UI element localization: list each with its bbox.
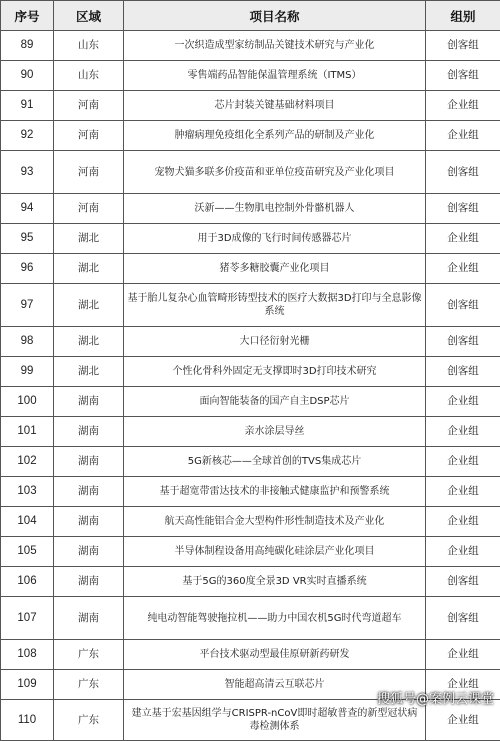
row-group: 企业组 — [426, 224, 500, 254]
row-project-name: 宠物犬猫多联多价疫苗和亚单位疫苗研究及产业化项目 — [124, 151, 426, 194]
row-region: 湖南 — [54, 447, 124, 477]
row-project-name: 个性化骨科外固定无支撑即时3D打印技术研究 — [124, 357, 426, 387]
table-row — [1, 537, 500, 567]
row-project-name: 肿瘤病理免疫组化全系列产品的研制及产业化 — [124, 121, 426, 151]
row-region: 河南 — [54, 151, 124, 194]
row-project-name: 5G新核芯——全球首创的TVS集成芯片 — [124, 447, 426, 477]
row-number: 101 — [1, 417, 54, 447]
row-number: 94 — [1, 194, 54, 224]
row-region: 广东 — [54, 640, 124, 670]
row-group: 企业组 — [426, 537, 500, 567]
row-group: 创客组 — [426, 151, 500, 194]
row-region: 湖北 — [54, 327, 124, 357]
row-project-name: 纯电动智能驾驶拖拉机——助力中国农机5G时代弯道超车 — [124, 597, 426, 640]
row-group: 创客组 — [426, 31, 500, 61]
row-project-name: 猪苓多糖胶囊产业化项目 — [124, 254, 426, 284]
header-group: 组别 — [426, 1, 500, 31]
row-number: 110 — [1, 700, 54, 741]
table-row — [1, 121, 500, 151]
table-row — [1, 597, 500, 640]
row-group: 企业组 — [426, 640, 500, 670]
row-number: 109 — [1, 670, 54, 700]
row-region: 河南 — [54, 91, 124, 121]
watermark-text: 搜狐号@案例云课堂 — [377, 688, 494, 707]
header-row — [1, 1, 500, 31]
row-number: 102 — [1, 447, 54, 477]
row-number: 99 — [1, 357, 54, 387]
row-project-name: 基于胎儿复杂心血管畸形铸型技术的医疗大数据3D打印与全息影像系统 — [124, 284, 426, 327]
table-row — [1, 640, 500, 670]
row-group: 创客组 — [426, 327, 500, 357]
row-project-name: 亲水涂层导丝 — [124, 417, 426, 447]
row-group: 企业组 — [426, 417, 500, 447]
header-name: 项目名称 — [124, 1, 426, 31]
table-row — [1, 61, 500, 91]
row-number: 95 — [1, 224, 54, 254]
table-row — [1, 254, 500, 284]
table-row — [1, 567, 500, 597]
table-row — [1, 447, 500, 477]
row-group: 企业组 — [426, 700, 500, 741]
row-group: 创客组 — [426, 284, 500, 327]
row-number: 98 — [1, 327, 54, 357]
row-project-name: 智能超高清云互联芯片 — [124, 670, 426, 700]
row-group: 企业组 — [426, 91, 500, 121]
row-group: 企业组 — [426, 387, 500, 417]
row-project-name: 基于5G的360度全景3D VR实时直播系统 — [124, 567, 426, 597]
table-row — [1, 477, 500, 507]
header-no: 序号 — [1, 1, 54, 31]
row-number: 91 — [1, 91, 54, 121]
row-region: 湖南 — [54, 417, 124, 447]
row-project-name: 一次织造成型家纺制品关键技术研究与产业化 — [124, 31, 426, 61]
table-row — [1, 387, 500, 417]
table-row — [1, 151, 500, 194]
row-group: 企业组 — [426, 507, 500, 537]
row-region: 湖南 — [54, 477, 124, 507]
row-project-name: 航天高性能铝合金大型构件形性制造技术及产业化 — [124, 507, 426, 537]
row-project-name: 零售端药品智能保温管理系统（ITMS） — [124, 61, 426, 91]
row-region: 湖北 — [54, 224, 124, 254]
row-number: 108 — [1, 640, 54, 670]
row-group: 创客组 — [426, 61, 500, 91]
row-project-name: 基于超宽带雷达技术的非接触式健康监护和预警系统 — [124, 477, 426, 507]
row-group: 企业组 — [426, 670, 500, 700]
row-number: 100 — [1, 387, 54, 417]
table-row — [1, 357, 500, 387]
row-region: 广东 — [54, 670, 124, 700]
row-region: 山东 — [54, 31, 124, 61]
row-project-name: 沃新——生物肌电控制外骨骼机器人 — [124, 194, 426, 224]
row-project-name: 平台技术驱动型最佳原研新药研发 — [124, 640, 426, 670]
row-number: 97 — [1, 284, 54, 327]
row-project-name: 建立基于宏基因组学与CRISPR-nCoV即时超敏普查的新型冠状病毒检测体系 — [124, 700, 426, 741]
row-group: 企业组 — [426, 447, 500, 477]
table-body — [1, 31, 500, 741]
row-group: 创客组 — [426, 567, 500, 597]
row-number: 104 — [1, 507, 54, 537]
row-region: 湖南 — [54, 597, 124, 640]
row-project-name: 半导体制程设备用高纯碳化硅涂层产业化项目 — [124, 537, 426, 567]
row-region: 湖北 — [54, 357, 124, 387]
row-number: 96 — [1, 254, 54, 284]
table-row — [1, 417, 500, 447]
row-number: 107 — [1, 597, 54, 640]
row-group: 企业组 — [426, 477, 500, 507]
row-region: 湖南 — [54, 387, 124, 417]
row-region: 河南 — [54, 194, 124, 224]
table-row — [1, 284, 500, 327]
header-region: 区域 — [54, 1, 124, 31]
row-number: 105 — [1, 537, 54, 567]
table-row — [1, 507, 500, 537]
row-region: 山东 — [54, 61, 124, 91]
table-row — [1, 31, 500, 61]
row-number: 89 — [1, 31, 54, 61]
row-project-name: 用于3D成像的飞行时间传感器芯片 — [124, 224, 426, 254]
row-project-name: 大口径衍射光栅 — [124, 327, 426, 357]
row-region: 湖北 — [54, 254, 124, 284]
row-number: 103 — [1, 477, 54, 507]
row-group: 创客组 — [426, 194, 500, 224]
row-region: 湖南 — [54, 507, 124, 537]
row-group: 创客组 — [426, 357, 500, 387]
table-row — [1, 327, 500, 357]
row-group: 企业组 — [426, 254, 500, 284]
table-row — [1, 91, 500, 121]
row-region: 湖北 — [54, 284, 124, 327]
row-region: 河南 — [54, 121, 124, 151]
table-row — [1, 194, 500, 224]
row-number: 90 — [1, 61, 54, 91]
row-number: 93 — [1, 151, 54, 194]
row-region: 湖南 — [54, 567, 124, 597]
row-number: 92 — [1, 121, 54, 151]
row-region: 广东 — [54, 700, 124, 741]
row-number: 106 — [1, 567, 54, 597]
row-group: 创客组 — [426, 597, 500, 640]
row-region: 湖南 — [54, 537, 124, 567]
table-row — [1, 224, 500, 254]
row-project-name: 面向智能装备的国产自主DSP芯片 — [124, 387, 426, 417]
row-project-name: 芯片封装关键基础材料项目 — [124, 91, 426, 121]
row-group: 企业组 — [426, 121, 500, 151]
